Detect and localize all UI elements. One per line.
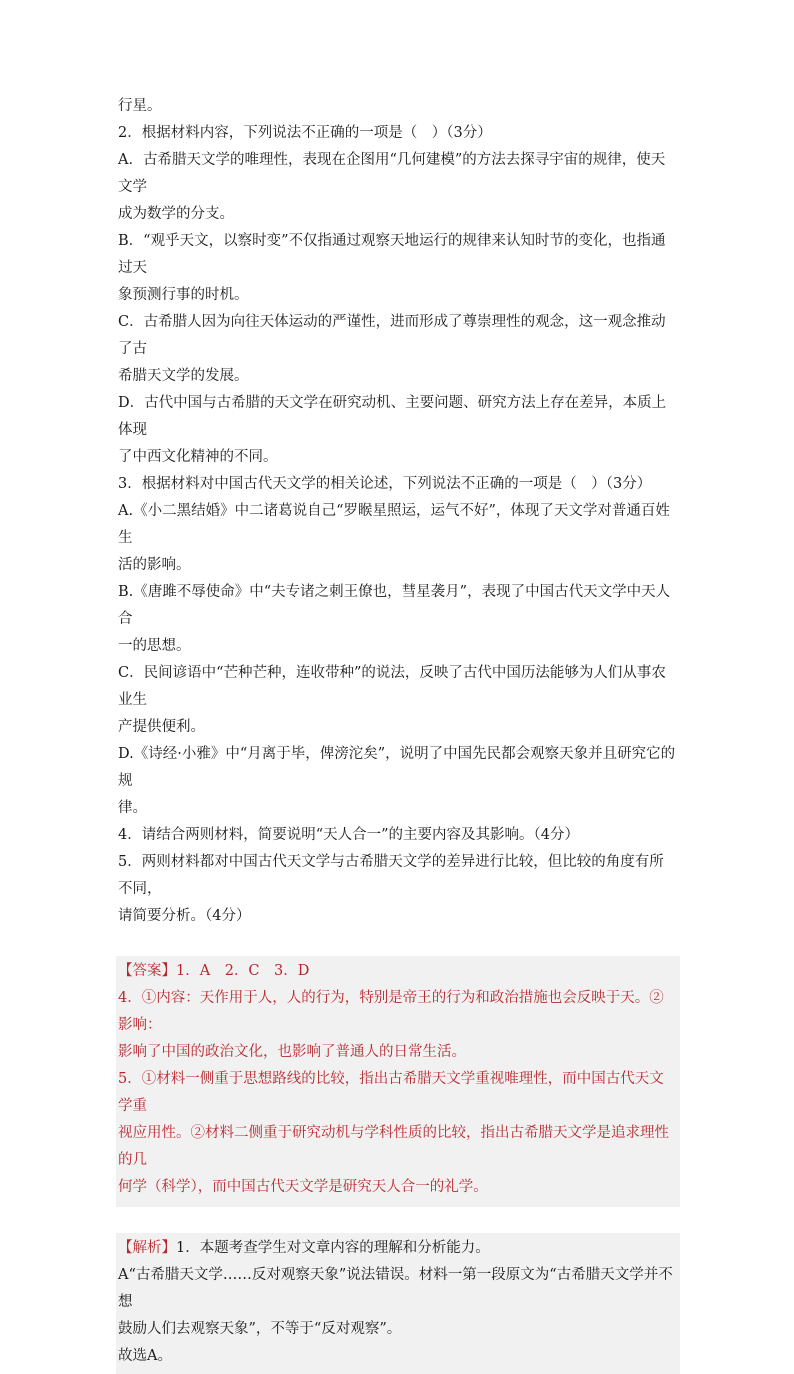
- question-2-stem: 2．根据材料内容，下列说法不正确的一项是（ ）（3分）: [118, 125, 492, 141]
- answer-line: 何学（科学），而中国古代天文学是研究天人合一的礼学。: [118, 1179, 488, 1195]
- option-line: 成为数学的分支。: [118, 206, 234, 222]
- option-line: 产提供便利。: [118, 719, 205, 735]
- option-line: C．古希腊人因为向往天体运动的严谨性，进而形成了尊崇理性的观念，这一观念推动了古: [118, 314, 666, 357]
- option-line: D．古代中国与古希腊的天文学在研究动机、主要问题、研究方法上存在差异，本质上体现: [118, 395, 667, 438]
- option-line: A．古希腊天文学的唯理性，表现在企图用“几何建模”的方法去探寻宇宙的规律，使天文学: [118, 152, 666, 195]
- document-content: [118, 93, 678, 1374]
- text-line: 行星。: [118, 98, 162, 114]
- analysis-line: 鼓励人们去观察天象”，不等于“反对观察”。: [118, 1321, 402, 1337]
- question-4-stem: 4．请结合两则材料，简要说明“天人合一”的主要内容及其影响。（4分）: [118, 827, 580, 843]
- question-5-stem-cont: 请简要分析。（4分）: [118, 908, 251, 924]
- answer-section: [116, 956, 680, 1207]
- answer-first-line: [118, 958, 678, 985]
- analysis-line: A“古希腊天文学……反对观察天象”说法错误。材料一第一段原文为“古希腊天文学并不想: [118, 1267, 673, 1310]
- option-line: 一的思想。: [118, 638, 191, 654]
- analysis-line: 故选A。: [118, 1348, 172, 1364]
- answer-tag: 【答案】: [118, 963, 176, 979]
- option-line: B．“观乎天文，以察时变”不仅指通过观察天地运行的规律来认知时节的变化，也指通过天: [118, 233, 666, 276]
- option-line: B.《唐雎不辱使命》中“夫专诸之刺王僚也，彗星袭月”，表现了中国古代天文学中天人合: [118, 584, 671, 627]
- question-3-stem: 3．根据材料对中国古代天文学的相关论述，下列说法不正确的一项是（ ）（3分）: [118, 476, 652, 492]
- option-line: C．民间谚语中“芒种芒种，连收带种”的说法，反映了古代中国历法能够为人们从事农业生: [118, 665, 666, 708]
- option-line: 律。: [118, 800, 147, 816]
- answer-choices: 1．A 2．C 3．D: [176, 963, 310, 979]
- option-line: 活的影响。: [118, 557, 191, 573]
- option-line: A.《小二黑结婚》中二诸葛说自己“罗睺星照运，运气不好”，体现了天文学对普通百姓生: [118, 503, 670, 546]
- question-5-stem: 5．两则材料都对中国古代天文学与古希腊天文学的差异进行比较，但比较的角度有所不同，: [118, 854, 664, 897]
- answer-line: 视应用性。②材料二侧重于研究动机与学科性质的比较，指出古希腊天文学是追求理性的几: [118, 1125, 669, 1168]
- analysis-first-line: [118, 1235, 678, 1262]
- option-line: 了中西文化精神的不同。: [118, 449, 278, 465]
- analysis-section: [116, 1233, 680, 1374]
- answer-line: 4．①内容：天作用于人，人的行为，特别是帝王的行为和政治措施也会反映于天。②影响：: [118, 990, 664, 1033]
- analysis-intro: 1．本题考查学生对文章内容的理解和分析能力。: [176, 1240, 490, 1256]
- question-section: [118, 93, 678, 930]
- option-line: 象预测行事的时机。: [118, 287, 249, 303]
- option-line: 希腊天文学的发展。: [118, 368, 249, 384]
- option-line: D.《诗经·小雅》中“月离于毕，俾滂沱矣”，说明了中国先民都会观察天象并且研究它的规: [118, 746, 676, 789]
- answer-line: 影响了中国的政治文化，也影响了普通人的日常生活。: [118, 1044, 466, 1060]
- analysis-tag: 【解析】: [118, 1240, 176, 1256]
- answer-line: 5．①材料一侧重于思想路线的比较，指出古希腊天文学重视唯理性，而中国古代天文学重: [118, 1071, 664, 1114]
